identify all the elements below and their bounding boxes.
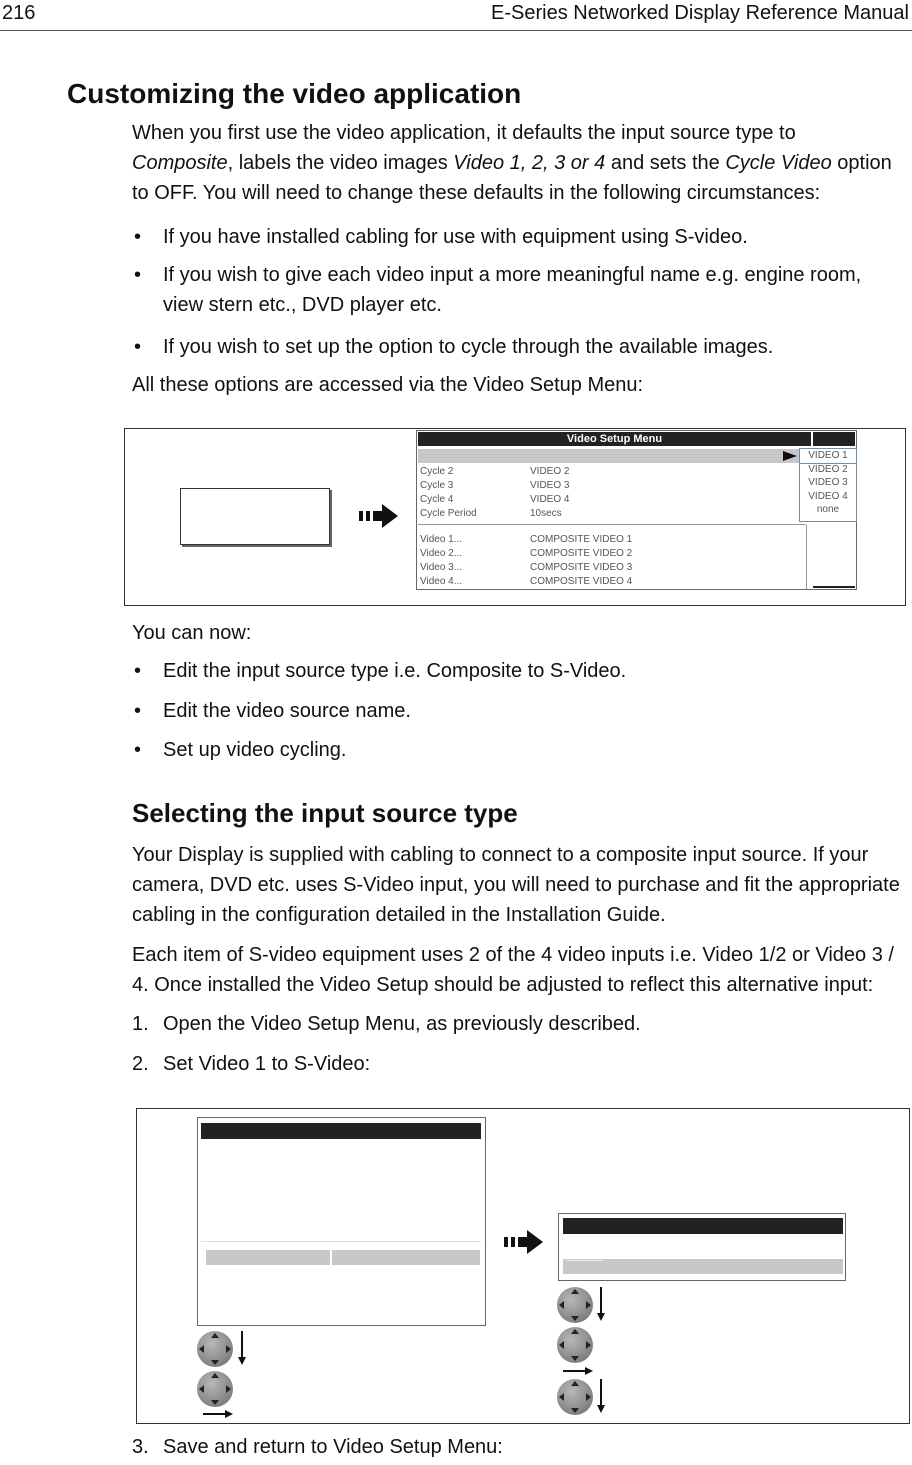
menu-screen-1 [197,1117,486,1326]
screen-title-bar [563,1218,843,1234]
video-dropdown[interactable] [799,448,857,522]
cycle-period-label: Cycle Period [420,508,477,519]
source-label: Video 4... [420,576,463,587]
menu-title: Video Setup Menu [418,432,811,446]
cycle-period-value[interactable]: 10secs [530,508,562,519]
source-label: Video 2... [420,548,463,559]
section-title-customizing: Customizing the video application [67,78,522,109]
para2-line1: Each item of S-video equipment uses 2 of the 4 video inputs i.e. Video 1/2 or Video 3 / [132,944,894,966]
intro-line-1: When you first use the video application, it defaults the input source type to [132,122,796,144]
trackpad-icon[interactable] [557,1379,593,1415]
source-label: Video 1... [420,534,463,545]
bullet-names-cont: view stern etc., DVD player etc. [163,294,442,316]
intro-line-2: Composite, labels the video images Video 1, 2, 3 or 4 and sets the Cycle Video option [132,152,892,174]
highlight-row[interactable] [206,1250,330,1265]
trackpad-icon[interactable] [197,1331,233,1367]
dropdown-option[interactable]: none [816,504,840,515]
step-2: 2. Set Video 1 to S-Video: [132,1053,371,1075]
menu-screen-2 [558,1213,846,1281]
you-can-now: You can now: [132,622,252,644]
highlight-row[interactable] [563,1259,843,1274]
step-3: 3. Save and return to Video Setup Menu: [132,1436,503,1458]
screen-title-bar [201,1123,481,1139]
trackpad-icon[interactable] [557,1287,593,1323]
figure-video-setup [124,428,906,606]
bullet-svideo: • If you have installed cabling for use with equipment using S-video. [132,222,748,252]
step-1: 1. Open the Video Setup Menu, as previously described. [132,1013,641,1035]
bullet-edit-name: • Edit the video source name. [132,696,411,726]
dropdown-option[interactable]: VIDEO 2 [808,463,848,475]
bullet-names: • If you wish to give each video input a more meaningful name e.g. engine room, [132,260,861,290]
manual-title: E-Series Networked Display Reference Manual [491,2,909,24]
source-value[interactable]: COMPOSITE VIDEO 2 [530,548,633,559]
section-title-input-source: Selecting the input source type [132,798,518,828]
screen-divider [201,1241,481,1242]
cycle-value[interactable]: VIDEO 2 [530,466,570,477]
page-number: 216 [2,2,36,24]
video-setup-menu [416,430,857,590]
right-arrow-small-icon [203,1410,233,1418]
right-arrow-icon [359,503,399,529]
cycle-value[interactable]: VIDEO 3 [530,480,570,491]
dropdown-option[interactable]: VIDEO 3 [808,477,848,488]
down-arrow-icon [238,1331,246,1365]
highlight-row-value[interactable] [332,1250,480,1265]
access-text: All these options are accessed via the Video Setup Menu: [132,374,644,396]
para1-line1: Your Display is supplied with cabling to connect to a composite input source. If your [132,844,869,866]
source-value[interactable]: COMPOSITE VIDEO 1 [530,534,633,545]
bullet-edit-type: • Edit the input source type i.e. Composite to S-Video. [132,656,626,686]
intro-line-3: to OFF. You will need to change these defaults in the following circumstances: [132,182,821,204]
para2-line2: 4. Once installed the Video Setup should be adjusted to reflect this alternative input: [132,974,874,996]
trackpad-icon[interactable] [197,1371,233,1407]
figure-set-svideo [136,1108,910,1424]
trackpad-icon[interactable] [557,1327,593,1363]
page-header [0,0,912,31]
down-arrow-icon [597,1287,605,1321]
source-value[interactable]: COMPOSITE VIDEO 4 [530,576,633,587]
cycle-label: Cycle 2 [420,466,454,477]
down-arrow-icon [597,1379,605,1413]
right-arrow-icon [504,1229,544,1255]
menu-divider [418,524,806,525]
cycle-video-term: Cycle Video [725,152,832,174]
highlight-mark [567,1260,603,1261]
highlight-row[interactable] [418,449,803,463]
pointer-icon [783,451,797,461]
right-arrow-small-icon [563,1367,593,1375]
cycle-label: Cycle 4 [420,494,454,505]
para1-line3: cabling in the configuration detailed in the Installation Guide. [132,904,666,926]
menu-vertical-divider [806,525,807,589]
softkey-box [180,488,330,545]
source-value[interactable]: COMPOSITE VIDEO 3 [530,562,633,573]
source-label: Video 3... [420,562,463,573]
bullet-cycling: • Set up video cycling. [132,735,346,765]
cycle-label: Cycle 3 [420,480,454,491]
menu-title-cap [813,432,855,446]
para1-line2: camera, DVD etc. uses S-Video input, you will need to purchase and fit the appropriate [132,874,900,896]
softkey-bar [813,586,855,588]
cycle-value[interactable]: VIDEO 4 [530,494,570,505]
video-labels-term: Video 1, 2, 3 or 4 [453,152,606,174]
bullet-cycle: • If you wish to set up the option to cycle through the available images. [132,332,773,362]
dropdown-option[interactable]: VIDEO 4 [808,490,848,502]
composite-term: Composite [132,152,228,174]
dropdown-option[interactable]: VIDEO 1 [800,449,856,463]
